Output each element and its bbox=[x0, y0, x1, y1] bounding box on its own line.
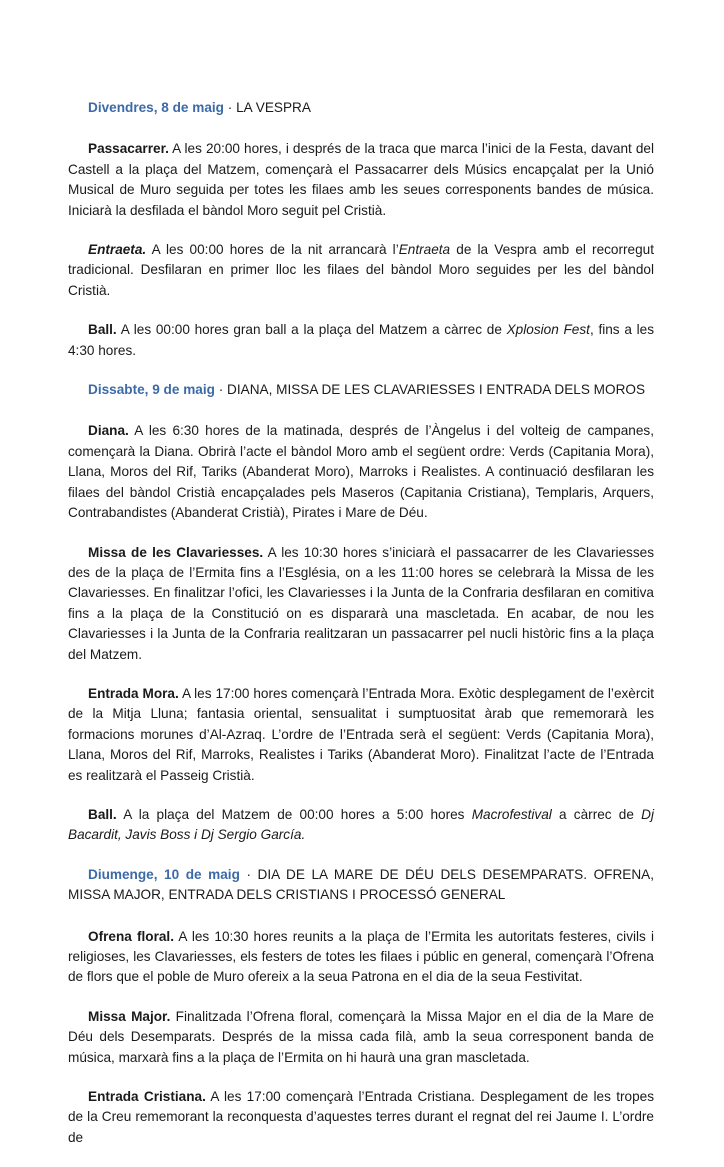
day-date: Dissabte, 9 de maig bbox=[88, 382, 215, 398]
event-paragraph-passacarrer bbox=[68, 139, 654, 221]
event-text: A les 00:00 hores gran ball a la plaça del Matzem a càrrec de bbox=[116, 322, 507, 338]
event-paragraph-entrada-mora bbox=[68, 684, 654, 786]
event-text: a càrrec de bbox=[551, 806, 642, 822]
event-title: Passacarrer. bbox=[88, 141, 169, 157]
event-text-italic: Macrofestival bbox=[471, 806, 552, 822]
event-text: A les 6:30 hores de la matinada, després de l’Àngelus i del volteig de campanes, començarà la Diana. Obrirà l’acte el bàndol Moro amb el següent ordre: Verds (Capitania Mora), Llana, Moros del Rif, Tariks (Abanderat Moro), Marroks i Realistes. A continuació desfilaran les filaes del bàndol Cristià encapçalades pels Maseros (Capitania Cristiana), Templaris, Arquers, Contrabandistes (Abanderat Cristià), Pirates i Mare de Déu. bbox=[68, 423, 654, 521]
event-text: A les 10:30 hores reunits a la plaça de l’Ermita les autoritats festeres, civils i religioses, les Clavariesses, els festers de totes les filaes i públic en general, començarà l’Ofrena de flors que el poble de Muro ofereix a la seua Patrona en el dia de la seua Festivitat. bbox=[68, 928, 654, 985]
event-text: , fins a les 4:30 hores. bbox=[68, 322, 655, 358]
event-paragraph-entraeta bbox=[68, 240, 654, 301]
day-section-friday bbox=[68, 98, 654, 361]
event-text-italic: Xplosion Fest bbox=[506, 322, 590, 338]
day-subtitle: DIANA, MISSA DE LES CLAVARIESSES I ENTRADA DELS MOROS bbox=[227, 382, 646, 398]
day-date: Diumenge, 10 de maig bbox=[88, 866, 240, 882]
event-title: Ball. bbox=[88, 806, 117, 822]
day-section-sunday bbox=[68, 865, 654, 1148]
event-text: A les 10:30 hores s’iniciarà el passacarrer de les Clavariesses des de la plaça de l’Ermita fins a l’Església, on a les 11:00 hores se celebrarà la Missa de les Clavariesses. En finalitzar l’ofici, les Clavariesses i la Junta de la Confraria desfilaran en comitiva fins a la plaça de la Constitució on es dispararà una mascletada. En acabar, de nou les Clavariesses i la Junta de la Confraria realitzaran un passacarrer pel nucli històric fins a la plaça del Matzem. bbox=[68, 544, 655, 662]
event-title: Missa de les Clavariesses. bbox=[88, 544, 264, 560]
day-separator: · bbox=[224, 100, 237, 115]
day-heading bbox=[68, 98, 654, 118]
event-title: Entraeta. bbox=[88, 242, 147, 258]
day-subtitle: DIA DE LA MARE DE DÉU DELS DESEMPARATS. OFRENA, MISSA MAJOR, ENTRADA DELS CRISTIANS I PROCESSÓ GENERAL bbox=[68, 866, 654, 903]
event-title: Ofrena floral. bbox=[88, 928, 174, 944]
event-title: Entrada Cristiana. bbox=[88, 1089, 206, 1105]
event-title: Ball. bbox=[88, 322, 117, 338]
day-separator: · bbox=[214, 382, 228, 398]
event-text: de la Vespra amb el recorregut tradicional. Desfilaran en primer lloc les filaes del bàndol Moro seguides per les del bàndol Cristià. bbox=[68, 242, 654, 298]
event-text: Finalitzada l’Ofrena floral, començarà la Missa Major en el dia de la Mare de Déu dels Desemparats. Després de la missa cada filà, amb la seua corresponent banda de música, marxarà fins a la plaça de l’Ermita on hi haurà una gran mascletada. bbox=[68, 1008, 654, 1065]
event-text: A les 20:00 hores, i després de la traca que marca l’inici de la Festa, davant del Castell a la plaça del Matzem, començarà el Passacarrer dels Músics encapçalat per la Unió Musical de Muro seguida per totes les filaes amb les seues corresponents bandes de música. Iniciarà la desfilada el bàndol Moro seguit pel Cristià. bbox=[68, 141, 654, 218]
day-subtitle: LA VESPRA bbox=[236, 100, 311, 115]
event-text-italic: Dj Bacardit, Javis Boss i Dj Sergio García. bbox=[68, 806, 654, 843]
day-separator: · bbox=[239, 866, 258, 882]
day-section-saturday bbox=[68, 380, 654, 846]
event-text: A les 17:00 començarà l’Entrada Cristiana. Desplegament de les tropes de la Creu rememorant la reconquesta d’aquestes terres durant el regnat del rei Jaume I. L’ordre de bbox=[68, 1089, 654, 1145]
event-title: Missa Major. bbox=[88, 1008, 171, 1024]
event-paragraph-ball bbox=[68, 805, 654, 846]
event-title: Diana. bbox=[88, 423, 129, 439]
day-heading bbox=[68, 865, 654, 906]
event-paragraph-entrada-cristiana bbox=[68, 1087, 654, 1148]
event-title: Entrada Mora. bbox=[88, 685, 179, 701]
event-paragraph-missa-clavariesses bbox=[68, 543, 654, 665]
day-date: Divendres, 8 de maig bbox=[88, 100, 224, 115]
day-heading bbox=[68, 380, 654, 400]
event-text-italic: Entraeta bbox=[398, 242, 451, 258]
event-text: A les 17:00 hores començarà l’Entrada Mora. Exòtic desplegament de l’exèrcit de la Mitja Lluna; fantasia oriental, sensualitat i sumptuositat àrab que rememorarà les formacions morunes d’Al-Azraq. L’ordre de l’Entrada serà el següent: Verds (Capitania Mora), Llana, Moros del Rif, Marroks, Realistes i Tariks (Abanderat Moro). Finalitzat l’acte de l’Entrada es realitzarà el Passeig Cristià. bbox=[68, 685, 654, 783]
program-page bbox=[68, 98, 654, 1167]
event-paragraph-diana bbox=[68, 421, 654, 523]
event-text: A les 00:00 hores de la nit arrancarà l’ bbox=[146, 242, 399, 258]
event-paragraph-missa-major bbox=[68, 1007, 654, 1068]
event-paragraph-ball bbox=[68, 320, 654, 361]
event-paragraph-ofrena-floral bbox=[68, 927, 654, 988]
event-text: A la plaça del Matzem de 00:00 hores a 5:00 hores bbox=[116, 806, 472, 822]
